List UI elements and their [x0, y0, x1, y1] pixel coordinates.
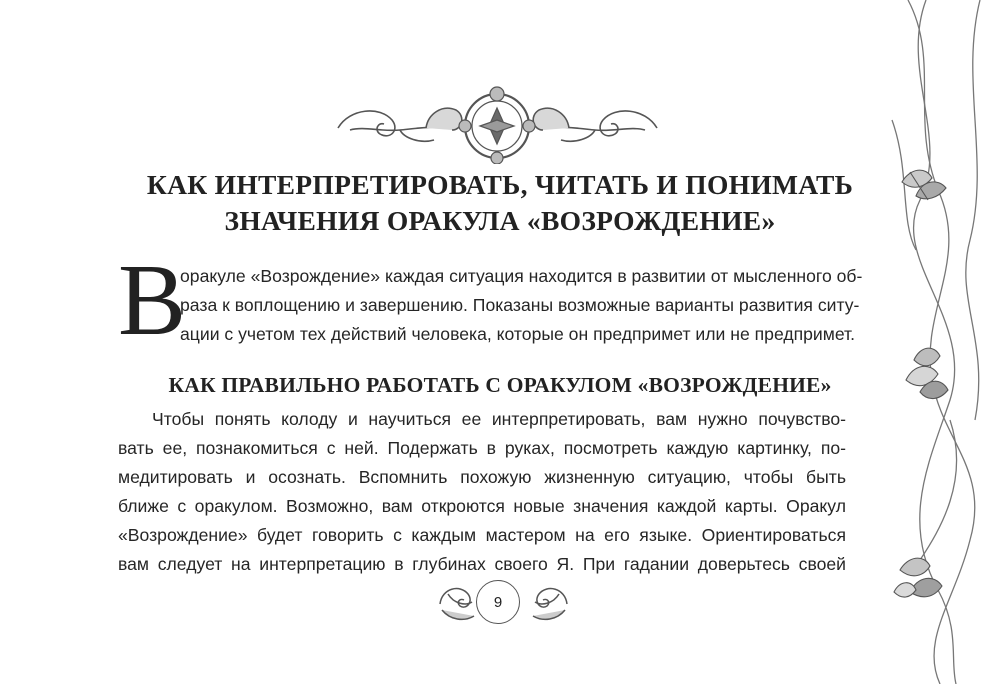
drop-cap: В	[118, 244, 187, 357]
body-line: вам следует на интерпретацию в глубинах своего Я. При гадании доверьтесь своей	[118, 554, 846, 574]
section-heading: КАК ПРАВИЛЬНО РАБОТАТЬ С ОРАКУЛОМ «ВОЗРОЖДЕНИЕ»	[168, 373, 832, 397]
intro-text	[180, 262, 863, 349]
page-title	[100, 167, 900, 239]
body-line: ближе с оракулом. Возможно, вам откроются новые значения каждой карты. Оракул	[118, 496, 846, 516]
top-ornament-icon	[330, 86, 665, 164]
body-paragraph	[118, 405, 846, 579]
intro-line: оракуле «Возрождение» каждая ситуация находится в развитии от мысленного об-	[180, 266, 863, 286]
body-line: медитировать и осознать. Вспомнить похожую жизненную ситуацию, чтобы быть	[118, 467, 846, 487]
page-title-line-1: КАК ИНТЕРПРЕТИРОВАТЬ, ЧИТАТЬ И ПОНИМАТЬ	[146, 169, 854, 200]
body-line: Чтобы понять колоду и научиться ее интерпретировать, вам нужно почувство-	[152, 409, 846, 429]
body-line: вать ее, познакомиться с ней. Подержать в руках, посмотреть каждую картинку, по-	[118, 438, 846, 458]
intro-line: ации с учетом тех действий человека, которые он предпримет или не предпримет.	[180, 324, 856, 344]
side-vine-decoration-icon	[880, 0, 1000, 684]
page-title-line-2: ЗНАЧЕНИЯ ОРАКУЛА «ВОЗРОЖДЕНИЕ»	[224, 205, 776, 236]
page-number: 9	[476, 580, 520, 624]
intro-line: раза к воплощению и завершению. Показаны возможные варианты развития ситу-	[180, 295, 860, 315]
body-line: «Возрождение» будет говорить с каждым мастером на его языке. Ориентироваться	[118, 525, 846, 545]
